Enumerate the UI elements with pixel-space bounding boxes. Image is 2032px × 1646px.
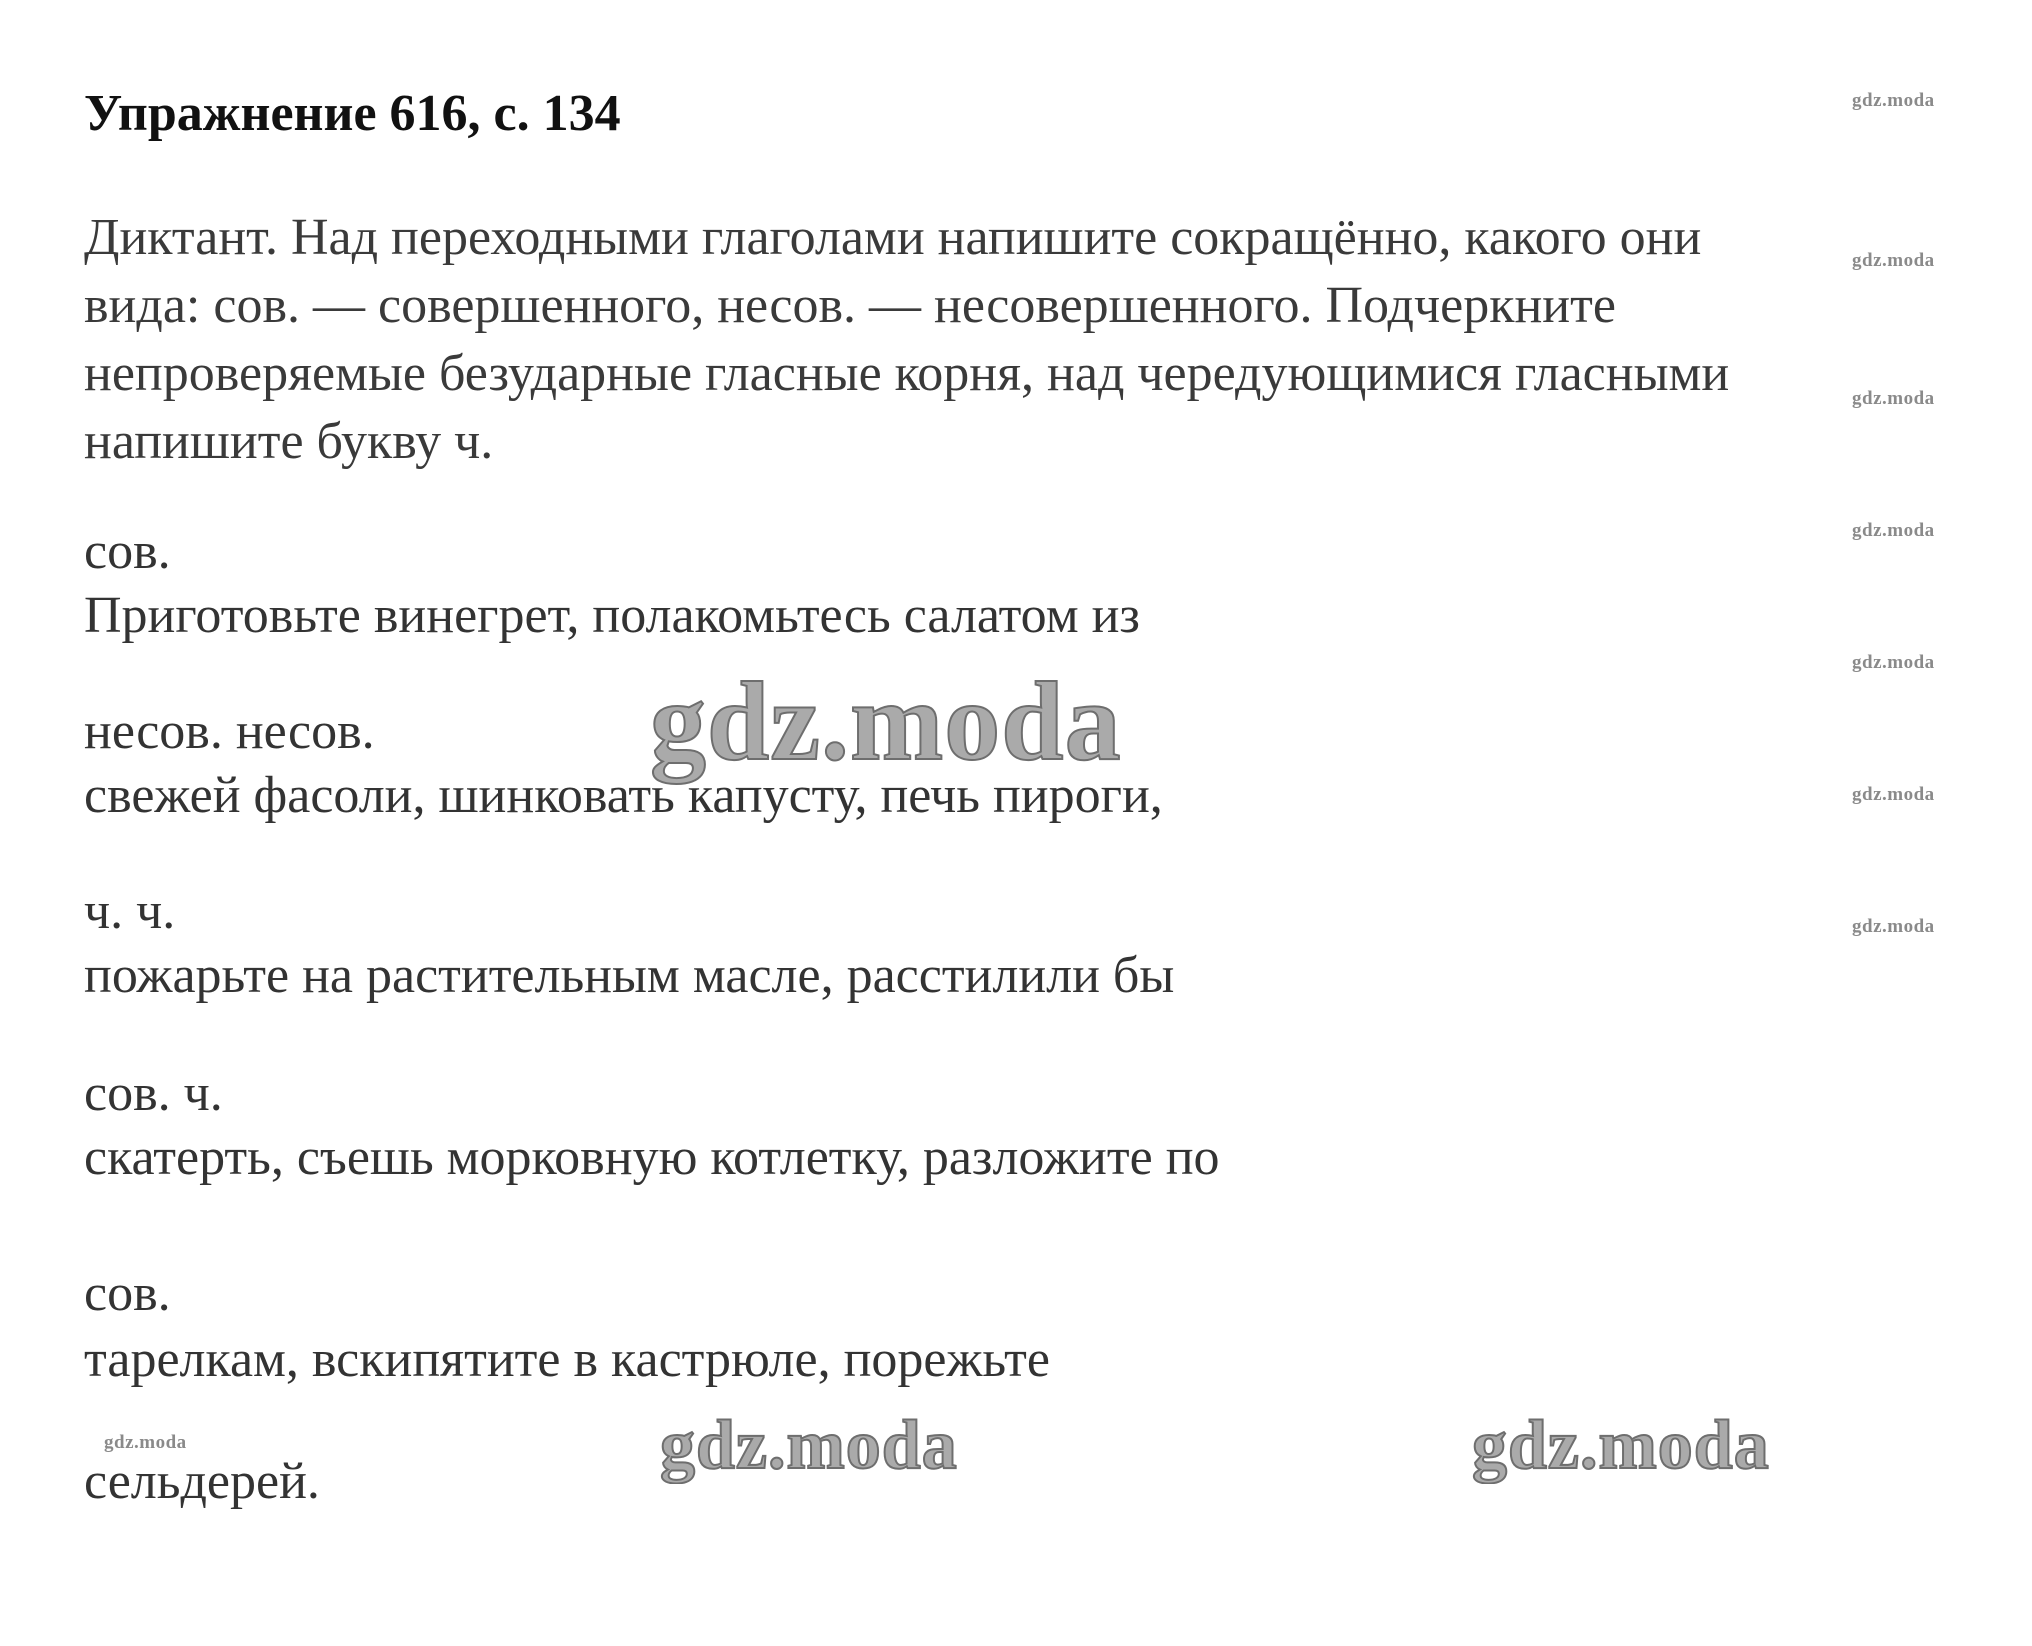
dictation-annotation: несов. несов. <box>84 703 375 760</box>
task-line: напишите букву ч. <box>84 413 494 470</box>
watermark-large: gdz.moda <box>660 1407 958 1484</box>
dictation-annotation: сов. <box>84 523 171 580</box>
watermark-small: gdz.moda <box>1852 520 1935 541</box>
task-line: вида: сов. — совершенного, несов. — несовершенного. Подчеркните <box>84 277 1616 334</box>
watermark-small: gdz.moda <box>1852 784 1935 805</box>
dictation-line: тарелкам, вскипятите в кастрюле, порежьте <box>84 1331 1050 1388</box>
exercise-title: Упражнение 616, с. 134 <box>84 85 621 142</box>
watermark-small: gdz.moda <box>104 1432 187 1453</box>
watermark-large: gdz.moda <box>1472 1407 1770 1484</box>
dictation-annotation: ч. ч. <box>84 883 176 940</box>
watermark-small: gdz.moda <box>1852 388 1935 409</box>
task-line: Диктант. Над переходными глаголами напишите сокращённо, какого они <box>84 209 1702 266</box>
watermark-small: gdz.moda <box>1852 652 1935 673</box>
watermark-small: gdz.moda <box>1852 916 1935 937</box>
dictation-annotation: сов. ч. <box>84 1065 223 1122</box>
task-line: непроверяемые безударные гласные корня, над чередующимися гласными <box>84 345 1730 402</box>
task-instructions <box>84 204 1984 476</box>
dictation-annotation: сов. <box>84 1265 171 1322</box>
dictation-line: сельдерей. <box>84 1453 320 1510</box>
dictation-line: скатерть, съешь морковную котлетку, разложите по <box>84 1129 1220 1186</box>
dictation-line: пожарьте на растительным масле, расстилили бы <box>84 947 1175 1004</box>
watermark-large: gdz.moda <box>650 660 1122 784</box>
watermark-small: gdz.moda <box>1852 250 1935 271</box>
watermark-small: gdz.moda <box>1852 90 1935 111</box>
dictation-line: Приготовьте винегрет, полакомьтесь салатом из <box>84 587 1140 644</box>
dictation-line: свежей фасоли, шинковать капусту, печь пироги, <box>84 767 1163 824</box>
